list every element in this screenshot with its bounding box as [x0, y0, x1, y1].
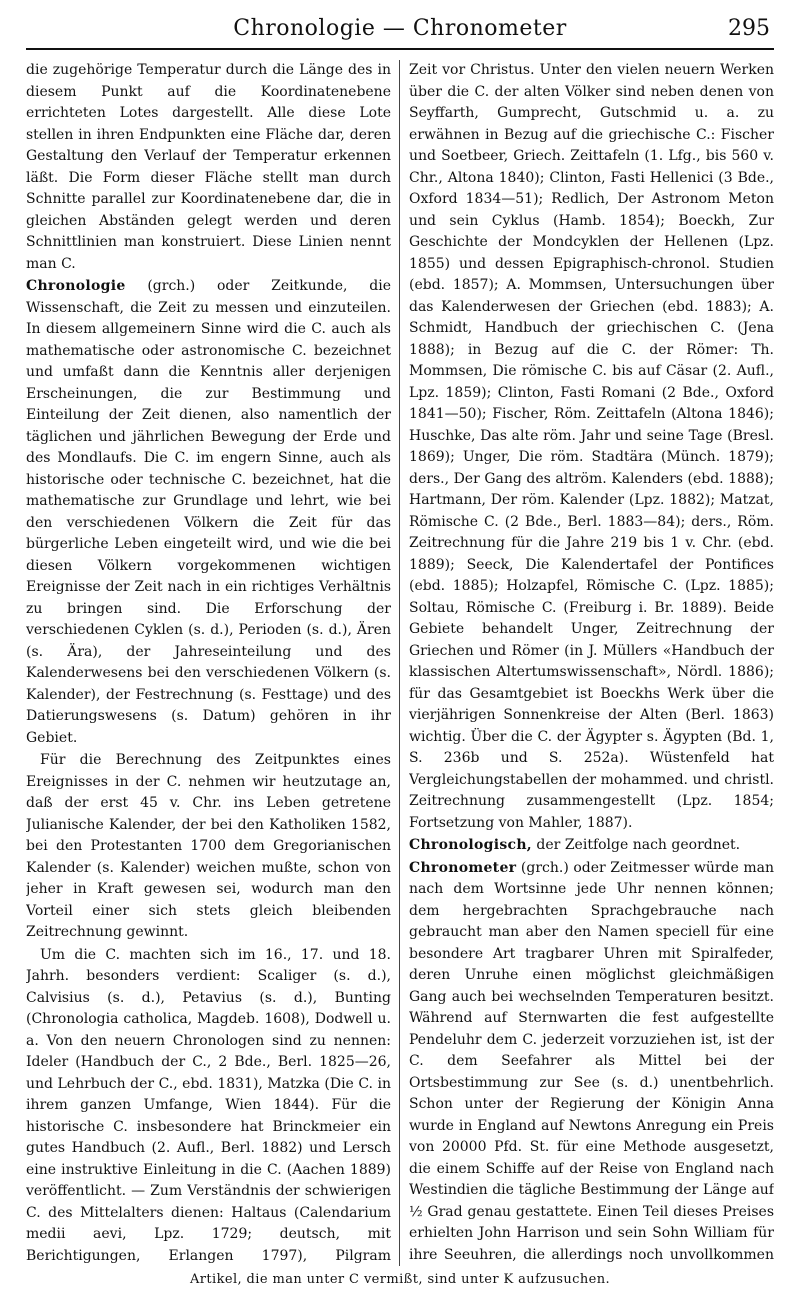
- paragraph: Für die Berechnung des Zeitpunktes eines Ereignisses in der C. nehmen wir heutzutage an, daß der erst 45 v. Chr. ins Leben getretene Julianische Kalender, der bei den Katholiken 1582, bei den Protestanten 1700 dem Gregorianischen Kalender (s. Kalender) weichen mußte, schon von jeher in Kraft gewesen sei, wodurch man den Vorteil einer sich stets gleich bleibenden Zeitrechnung gewinnt.: [26, 752, 391, 940]
- entry-chronometer: [409, 858, 774, 1267]
- entry-text: (grch.) oder Zeitmesser würde man nach dem Wortsinne jede Uhr nennen können; dem hergebrachten Sprachgebrauche nach gebraucht man aber den Namen speciell für eine besondere Art tragbarer Uhren mit Spiralfeder, deren Unruhe einen möglichst gleichmäßigen Gang auch bei wechselnden Temperaturen besitzt. Während auf Sternwarten die fest aufgestellte Pendeluhr dem C. jederzeit vorzuziehen ist, ist der C. dem Seefahrer als Mittel bei der Ortsbestimmung zur See (s. d.) unentbehrlich. Schon unter der Regierung der Königin Anna wurde in England auf Newtons Anregung ein Preis von 20000 Pfd. St. für eine Methode ausgesetzt, die einem Schiffe auf der Reise von England nach Westindien die tägliche Bestimmung der Länge auf ½ Grad genau gestattete. Einen Teil dieses Preises erhielten John Harrison und sein Sohn William für ihre Seeuhren, die allerdings noch unvollkommen: [409, 859, 774, 1263]
- page-footer-note: Artikel, die man unter C vermißt, sind unter K aufzusuchen.: [189, 1272, 611, 1287]
- entry-headword: Chronologie: [26, 278, 126, 294]
- paragraph: die zugehörige Temperatur durch die Länge des in diesem Punkt auf die Koordinatenebene errichteten Lotes dargestellt. Alle diese Lote stellen in ihren Endpunkten eine Fläche dar, deren Gestaltung den Verlauf der Temperatur erkennen läßt. Die Form dieser Fläche stellt man durch Schnitte parallel zur Koordinatenebene dar, die in gleichen Abständen gelegt werden und deren Schnittlinien man konstruiert. Diese Linien nennt man C.: [26, 62, 391, 272]
- entry-text: (grch.) oder Zeitkunde, die Wissenschaft, die Zeit zu messen und einzuteilen. In diesem allgemeinern Sinne wird die C. auch als mathematische oder astronomische C. bezeichnet und umfaßt dann die Kenntnis aller derjenigen Erscheinungen, die zur Bestimmung und Einteilung der Zeit dienen, also namentlich der täglichen und jährlichen Bewegung der Erde und des Mondlaufs. Die C. im engern Sinne, auch als historische oder technische C. bezeichnet, hat die mathematische zur Grundlage und lehrt, wie bei den verschiedenen Völkern die Zeit für das bürgerliche Leben eingeteilt wird, und wie die bei diesen Völkern vorgekommenen wichtigen Ereignisse der Zeit nach in ein richtiges Verhältnis zu bringen sind. Die Erforschung der verschiedenen Cyklen (s. d.), Perioden (s. d.), Ären (s. Ära), der Jahreseinteilung und des Kalenderwesens bei den verschiedenen Völkern (s. Kalender), der Festrechnung (s. Festtage) und des Datierungswesens (s. Datum) gehören in ihr Gebiet.: [26, 278, 391, 746]
- running-title: Chronologie — Chronometer: [233, 16, 567, 41]
- entry-text: der Zeitfolge nach geordnet.: [531, 837, 741, 853]
- entry-chronologie: [26, 276, 391, 749]
- entry-headword: Chronometer: [409, 859, 517, 876]
- entry-chronologisch: [409, 835, 774, 857]
- entry-headword: Chronologisch,: [409, 837, 532, 853]
- right-column: [409, 60, 774, 1266]
- text-columns: [26, 60, 774, 1266]
- paragraph: Zeit vor Christus. Unter den vielen neuern Werken über die C. der alten Völker sind neben denen von Seyffarth, Gumprecht, Gutschmid u. a. zu erwähnen in Bezug auf die griechische C.: Fischer und Soetbeer, Griech. Zeittafeln (1. Lfg., bis 560 v. Chr., Altona 1840); Clinton, Fasti Hellenici (3 Bde., Oxford 1834—51); Redlich, Der Astronom Meton und sein Cyklus (Hamb. 1854); Boeckh, Zur Geschichte der Mondcyklen der Hellenen (Lpz. 1855) und dessen Epigraphisch-chronol. Studien (ebd. 1857); A. Mommsen, Untersuchungen über das Kalenderwesen der Griechen (ebd. 1883); A. Schmidt, Handbuch der griechischen C. (Jena 1888); in Bezug auf die C. der Römer: Th. Mommsen, Die römische C. bis auf Cäsar (2. Aufl., Lpz. 1859); Clinton, Fasti Romani (2 Bde., Oxford 1841—50); Fischer, Röm. Zeittafeln (Altona 1846); Huschke, Das alte röm. Jahr und seine Tage (Bresl. 1869); Unger, Die röm. Stadtära (Münch. 1879); ders., Der Gang des altröm. Kalenders (ebd. 1888); Hartmann, Der röm. Kalender (Lpz. 1882); Matzat, Römische C. (2 Bde., Berl. 1883—84); ders., Röm. Zeitrechnung für die Jahre 219 bis 1 v. Chr. (ebd. 1889); Seeck, Die Kalendertafel der Pontifices (ebd. 1885); Holzapfel, Römische C. (Lpz. 1885); Soltau, Römische C. (Freiburg i. Br. 1889). Beide Gebiete behandelt Unger, Zeitrechnung der Griechen und Römer (in J. Müllers «Handbuch der klassischen Altertumswissenschaft», Nördl. 1886); für das Gesamtgebiet ist Boeckhs Werk über die vierjährigen Sonnenkreise der Alten (Berl. 1863) wichtig. Über die C. der Ägypter s. Ägypten (Bd. 1, S. 236b und S. 252a). Wüstenfeld hat Vergleichungstabellen der mohammed. und christl. Zeitrechnung zusammengestellt (Lpz. 1854; Fortsetzung von Mahler, 1887).: [409, 62, 774, 831]
- page-header: [26, 14, 774, 50]
- column-divider: [399, 60, 400, 1266]
- paragraph: Um die C. machten sich im 16., 17. und 18. Jahrh. besonders verdient: Scaliger (s. d.), Calvisius (s. d.), Petavius (s. d.), Bunting (Chronologia catholica, Magdeb. 1608), Dodwell u. a. Von den neuern Chronologen sind zu nennen: Ideler (Handbuch der C., 2 Bde., Berl. 1825—26, und Lehrbuch der C., ebd. 1831), Matzka (Die C. in ihrem ganzen Umfange, Wien 1844). Für die historische C. insbesondere hat Brinckmeier ein gutes Handbuch (2. Aufl., Berl. 1882) und Lersch eine instruktive Einleitung in die C. (Aachen 1889) veröffentlicht. — Zum Verständnis der schwierigen C. des Mittelalters dienen: Haltaus (Calendarium medii aevi, Lpz. 1729; deutsch, mit Berichtigungen, Erlangen 1797), Pilgram: [26, 946, 391, 1264]
- page-number: 295: [728, 16, 770, 41]
- left-column: [26, 60, 391, 1266]
